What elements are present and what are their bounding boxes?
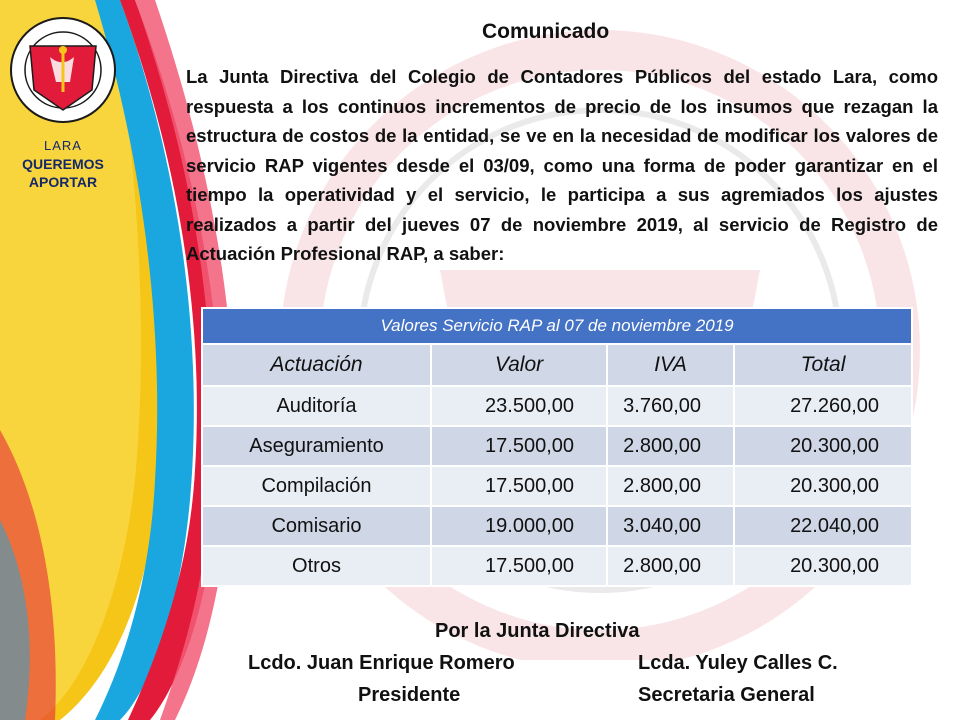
president-role: Presidente — [358, 684, 461, 706]
table-row — [202, 426, 912, 466]
slogan-line-1: QUEREMOS — [22, 156, 104, 172]
table-row — [202, 466, 912, 506]
secretary-role: Secretaria General — [638, 684, 815, 706]
column-header-total: Total — [734, 344, 912, 386]
cell-iva: 2.800,00 — [607, 426, 734, 466]
table-row — [202, 386, 912, 426]
cell-actuacion: Compilación — [202, 466, 431, 506]
president-name: Lcdo. Juan Enrique Romero — [248, 652, 515, 674]
page-title: Comunicado — [482, 20, 610, 43]
cell-total: 22.040,00 — [734, 506, 912, 546]
slogan-line-2: APORTAR — [28, 174, 98, 190]
rap-rates-table — [201, 307, 913, 587]
cell-total: 20.300,00 — [734, 466, 912, 506]
secretary-name: Lcda. Yuley Calles C. — [638, 652, 838, 674]
cell-iva: 2.800,00 — [607, 546, 734, 586]
cell-actuacion: Aseguramiento — [202, 426, 431, 466]
cell-actuacion: Comisario — [202, 506, 431, 546]
region-label: LARA — [44, 138, 82, 153]
cell-total: 27.260,00 — [734, 386, 912, 426]
cell-total: 20.300,00 — [734, 546, 912, 586]
cell-iva: 3.040,00 — [607, 506, 734, 546]
column-header-valor: Valor — [431, 344, 607, 386]
table-header-row — [202, 344, 912, 386]
logo-caption — [8, 137, 118, 191]
cell-valor: 23.500,00 — [431, 386, 607, 426]
table-row — [202, 506, 912, 546]
cell-valor: 19.000,00 — [431, 506, 607, 546]
institution-logo — [8, 12, 118, 132]
cell-actuacion: Auditoría — [202, 386, 431, 426]
cell-iva: 2.800,00 — [607, 466, 734, 506]
column-header-actuacion: Actuación — [202, 344, 431, 386]
cell-total: 20.300,00 — [734, 426, 912, 466]
cell-valor: 17.500,00 — [431, 466, 607, 506]
table-caption: Valores Servicio RAP al 07 de noviembre 2019 — [202, 308, 912, 344]
cell-valor: 17.500,00 — [431, 546, 607, 586]
cell-actuacion: Otros — [202, 546, 431, 586]
announcement-text: La Junta Directiva del Colegio de Contadores Públicos del estado Lara, como respuesta a los continuos incrementos de precio de los insumos que rezagan la estructura de costos de la entidad, se ve en la necesidad de modificar los valores de servicio RAP vigentes desde el 03/09, como una forma de poder garantizar en el tiempo la operatividad y el servicio, le participa a sus agremiados los ajustes realizados a partir del jueves 07 de noviembre 2019, al servicio de Registro de Actuación Profesional RAP, a saber: — [186, 66, 938, 264]
table-row — [202, 546, 912, 586]
column-header-iva: IVA — [607, 344, 734, 386]
cell-iva: 3.760,00 — [607, 386, 734, 426]
cell-valor: 17.500,00 — [431, 426, 607, 466]
board-signature-line: Por la Junta Directiva — [435, 620, 640, 642]
